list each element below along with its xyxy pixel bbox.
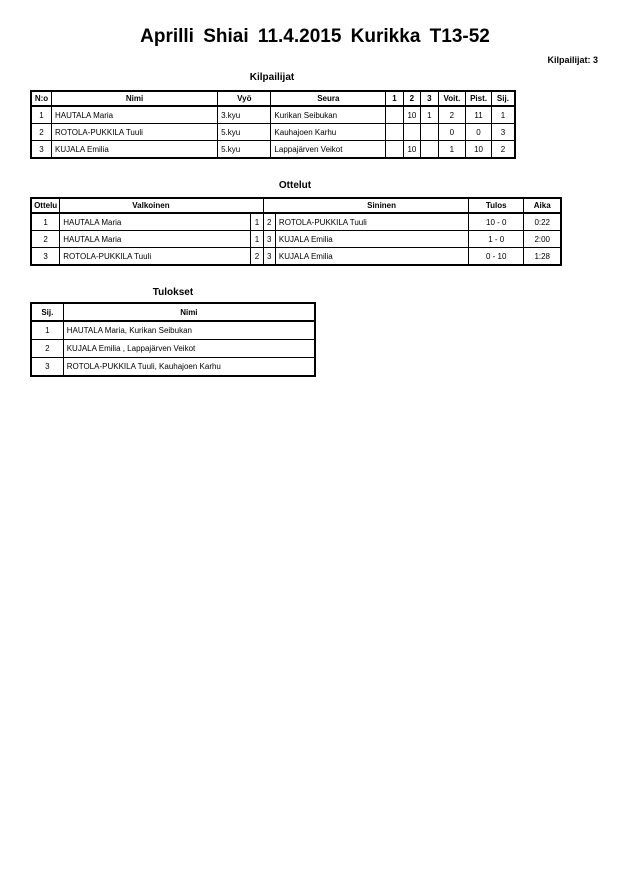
cell-match-no: 3 [31,248,60,266]
matches-table [30,197,562,266]
cell-place: 1 [491,106,515,124]
cell-white-no: 1 [251,213,263,231]
cell-club: Lappajärven Veikot [271,141,386,159]
cell-belt: 5.kyu [218,124,271,141]
cell-place: 2 [31,340,63,358]
cell-club: Kauhajoen Karhu [271,124,386,141]
cell-name: HAUTALA Maria, Kurikan Seibukan [63,321,315,340]
competitor-count: Kilpailijat: 3 [547,55,598,65]
cell-white: HAUTALA Maria [60,213,251,231]
col-place: Sij. [491,91,515,106]
cell-place: 3 [31,358,63,377]
cell-blue-no: 3 [263,231,275,248]
cell-place: 2 [491,141,515,159]
col-r1: 1 [386,91,403,106]
table-row [31,124,515,141]
col-result: Tulos [469,198,524,213]
table-row [31,231,561,248]
col-belt: Vyö [218,91,271,106]
cell-r2: 10 [403,141,420,159]
cell-blue: KUJALA Emilia [275,231,468,248]
cell-white-no: 1 [251,231,263,248]
results-header-row [31,303,315,321]
cell-white: HAUTALA Maria [60,231,251,248]
table-row [31,213,561,231]
cell-belt: 5.kyu [218,141,271,159]
cell-time: 0:22 [524,213,561,231]
col-no: N:o [31,91,52,106]
cell-wins: 1 [438,141,466,159]
table-row [31,141,515,159]
col-club: Seura [271,91,386,106]
cell-r2 [403,124,420,141]
matches-header-row [31,198,561,213]
col-match-no: Ottelu [31,198,60,213]
cell-no: 1 [31,106,52,124]
col-wins: Voit. [438,91,466,106]
cell-place: 1 [31,321,63,340]
cell-no: 2 [31,124,52,141]
competitors-header-row [31,91,515,106]
cell-points: 10 [466,141,492,159]
cell-blue: KUJALA Emilia [275,248,468,266]
cell-name: KUJALA Emilia [52,141,218,159]
cell-name: ROTOLA-PUKKILA Tuuli, Kauhajoen Karhu [63,358,315,377]
col-name: Nimi [63,303,315,321]
table-row [31,358,315,377]
cell-match-no: 1 [31,213,60,231]
cell-white-no: 2 [251,248,263,266]
cell-place: 3 [491,124,515,141]
table-row [31,248,561,266]
table-row [31,321,315,340]
cell-r1 [386,106,403,124]
cell-r2: 10 [403,106,420,124]
table-row [31,340,315,358]
cell-blue-no: 3 [263,248,275,266]
cell-name: ROTOLA-PUKKILA Tuuli [52,124,218,141]
col-place: Sij. [31,303,63,321]
cell-result: 1 - 0 [469,231,524,248]
cell-white: ROTOLA-PUKKILA Tuuli [60,248,251,266]
cell-r3 [421,124,438,141]
cell-time: 2:00 [524,231,561,248]
page-title: Aprilli Shiai 11.4.2015 Kurikka T13-52 [140,26,490,47]
col-time: Aika [524,198,561,213]
cell-wins: 0 [438,124,466,141]
col-r3: 3 [421,91,438,106]
cell-r3: 1 [421,106,438,124]
cell-points: 0 [466,124,492,141]
cell-time: 1:28 [524,248,561,266]
results-heading: Tulokset [152,287,194,298]
col-white: Valkoinen [60,198,263,213]
competitors-table [30,90,516,159]
cell-name: HAUTALA Maria [52,106,218,124]
cell-result: 0 - 10 [469,248,524,266]
cell-r1 [386,124,403,141]
col-blue: Sininen [263,198,468,213]
col-name: Nimi [52,91,218,106]
col-r2: 2 [403,91,420,106]
cell-club: Kurikan Seibukan [271,106,386,124]
cell-belt: 3.kyu [218,106,271,124]
col-points: Pist. [466,91,492,106]
table-row [31,106,515,124]
cell-result: 10 - 0 [469,213,524,231]
cell-match-no: 2 [31,231,60,248]
cell-points: 11 [466,106,492,124]
cell-blue: ROTOLA-PUKKILA Tuuli [275,213,468,231]
cell-blue-no: 2 [263,213,275,231]
matches-heading: Ottelut [278,180,312,191]
cell-r3 [421,141,438,159]
cell-r1 [386,141,403,159]
competitors-heading: Kilpailijat [249,72,295,83]
cell-name: KUJALA Emilia , Lappajärven Veikot [63,340,315,358]
cell-no: 3 [31,141,52,159]
cell-wins: 2 [438,106,466,124]
results-table [30,302,316,377]
